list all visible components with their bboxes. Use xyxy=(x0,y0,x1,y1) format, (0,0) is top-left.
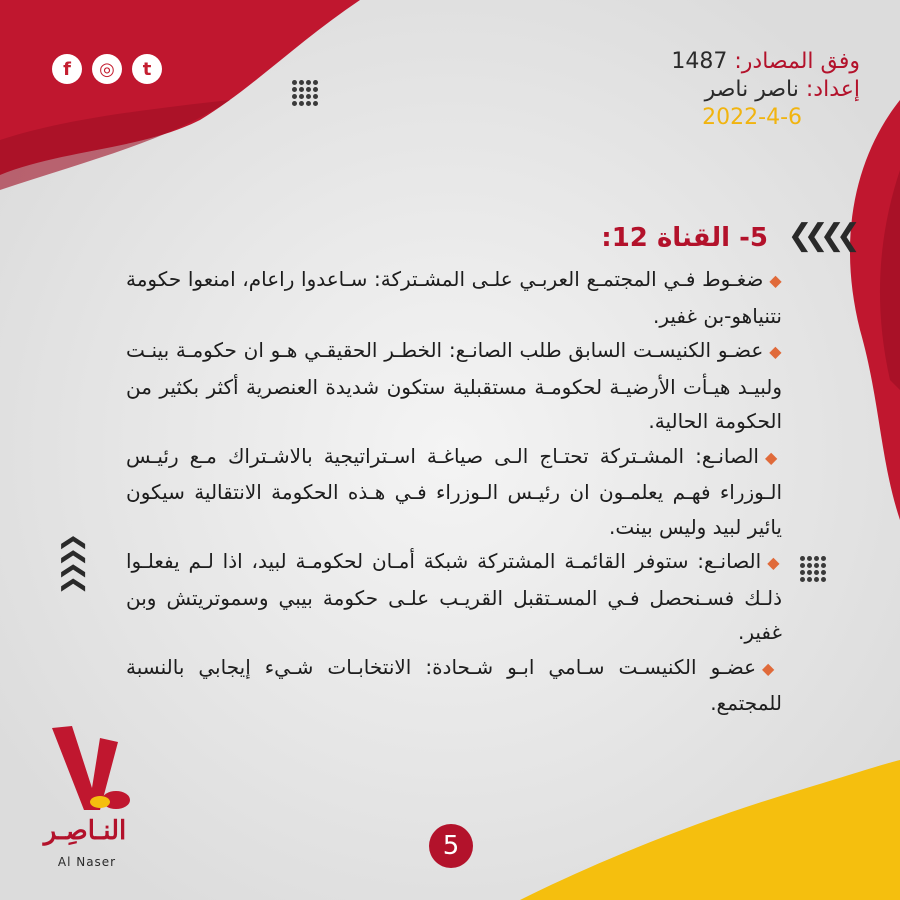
item-text: الصانـع: المشـتركة تحتـاج الـى صياغـة اسـتراتيجية بالاشـتراك مـع رئيـس الـوزراء فهـم يعلمـون ان رئيـس الـوزراء فـي هـذه الحكومة الانتقالية سيكون يائير لبيد وليس بينت. xyxy=(126,443,782,539)
bullet-icon: ◆ xyxy=(769,271,782,290)
date: 2022-4-6 xyxy=(702,105,802,130)
item-text: عضـو الكنيسـت السابق طلب الصانـع: الخطـر الحقيقـي هـو ان حكومـة بينـت ولبيـد هيـأت الأرضيـة لحكومـة مستقبلية ستكون شديدة العنصرية أكثر بكثير من الحكومة الحالية. xyxy=(126,338,782,433)
list-item xyxy=(126,333,782,439)
meta-info xyxy=(530,48,860,132)
content-list xyxy=(126,262,782,721)
bullet-icon: ◆ xyxy=(767,553,782,572)
list-item xyxy=(126,439,782,545)
page-number: 5 xyxy=(429,824,473,868)
author-label: إعداد: xyxy=(805,77,860,102)
list-item xyxy=(126,544,782,650)
bullet-icon: ◆ xyxy=(765,447,783,467)
al-naser-logo xyxy=(34,718,154,878)
source-label: وفق المصادر: xyxy=(734,49,860,74)
item-text: الصانـع: ستوفر القائمـة المشتركة شبكة أمـان لحكومـة لبيد، اذا لـم يفعلـوا ذلـك فسـنحصل فـي المسـتقبل القريـب علـى حكومة بيبي وسموتريتش وبن غفير. xyxy=(126,549,782,644)
source-value: 1487 xyxy=(671,49,728,74)
section-heading: 5- القناة 12: xyxy=(601,223,768,253)
twitter-icon[interactable]: t xyxy=(132,54,162,84)
chevrons-left-icon: ❮❮❮❮ xyxy=(787,218,852,253)
list-item xyxy=(126,262,782,333)
bullet-icon: ◆ xyxy=(762,658,782,678)
facebook-icon[interactable]: f xyxy=(52,54,82,84)
logo-arabic-text: النـاصِـر xyxy=(43,816,127,846)
list-item xyxy=(126,650,782,721)
instagram-icon[interactable]: ◎ xyxy=(92,54,122,84)
dot-grid-top xyxy=(292,80,318,106)
logo-english-text: Al Naser xyxy=(57,855,117,869)
source-line xyxy=(530,48,860,76)
author-line xyxy=(530,76,860,104)
dot-grid-middle xyxy=(800,556,826,582)
bullet-icon: ◆ xyxy=(769,342,782,361)
item-text: ضغـوط فـي المجتمـع العربـي علـى المشـتركة: سـاعدوا راعام، امنعوا حكومة نتنياهو-بن غفير. xyxy=(126,267,782,328)
author-value: ناصر ناصر xyxy=(704,77,799,102)
chevrons-down-icon: ❮❮❮❮ xyxy=(61,532,90,590)
item-text: عضـو الكنيسـت سـامي ابـو شـحادة: الانتخابـات شـيء إيجابي بالنسبة للمجتمع. xyxy=(126,654,782,715)
social-icons xyxy=(52,54,162,84)
